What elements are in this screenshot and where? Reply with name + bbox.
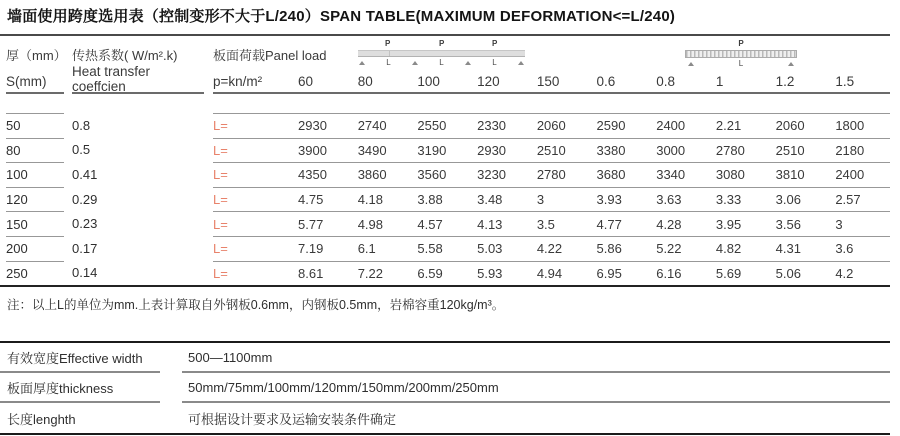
l-equals-label: L= <box>213 142 228 158</box>
span-values <box>293 217 890 232</box>
span-values <box>293 241 890 256</box>
l-equals-label: L= <box>213 216 228 232</box>
span-l-label: L <box>738 59 744 68</box>
span-table-header <box>6 36 890 94</box>
l-equals-label: L= <box>213 265 228 281</box>
span-value: 2400 <box>835 167 865 183</box>
load-column-header: 60 <box>298 74 314 89</box>
span-value: 3000 <box>656 142 686 158</box>
span-value: 3190 <box>417 142 447 158</box>
spec-row <box>0 343 890 373</box>
point-load-p-label: P <box>738 39 744 48</box>
span-value: 4.2 <box>835 265 854 281</box>
spec-gap <box>160 343 182 373</box>
span-value: 4.98 <box>357 216 384 232</box>
load-column-headers <box>293 74 890 89</box>
span-value: 2330 <box>477 118 507 134</box>
span-table <box>0 34 890 287</box>
span-value: 3 <box>536 192 545 208</box>
span-l-label: L <box>439 58 444 67</box>
span-table-row <box>6 261 890 286</box>
load-columns-row <box>213 74 890 89</box>
span-value: 7.22 <box>357 265 384 281</box>
span-value: 4.18 <box>357 192 384 208</box>
span-values-strip <box>213 211 890 236</box>
span-value: 5.77 <box>298 216 324 232</box>
span-value: 3490 <box>357 142 387 158</box>
span-values <box>293 143 890 158</box>
point-load-p-label: P <box>439 39 445 48</box>
span-value: 2930 <box>477 142 507 158</box>
spec-gap <box>160 373 182 403</box>
span-value: 3080 <box>715 167 745 183</box>
span-value: 3.95 <box>715 216 742 232</box>
span-value: 6.59 <box>417 265 443 281</box>
span-value: 2550 <box>417 118 447 134</box>
thickness-cell: 80 <box>6 138 64 163</box>
span-value: 5.03 <box>477 241 503 257</box>
span-value: 2740 <box>357 118 387 134</box>
spec-row <box>0 403 890 433</box>
span-value: 4.57 <box>417 216 443 232</box>
span-value: 2780 <box>536 167 566 183</box>
span-value: 5.69 <box>715 265 742 281</box>
thickness-header-cn: 厚（mm） <box>6 48 67 63</box>
spec-value: 50mm/75mm/100mm/120mm/150mm/200mm/250mm <box>182 373 890 403</box>
span-values-strip <box>213 162 890 187</box>
support-triangle-icon <box>412 61 418 65</box>
span-values-strip <box>213 113 890 138</box>
span-values-strip <box>213 138 890 163</box>
span-value: 3340 <box>656 167 686 183</box>
span-value: 4.77 <box>596 216 622 232</box>
page-title: 墙面使用跨度选用表（控制变形不大于L/240）SPAN TABLE(MAXIMUM DEFORMATION<=L/240) <box>7 8 676 25</box>
span-value: 6.16 <box>656 265 682 281</box>
span-value: 3380 <box>596 142 626 158</box>
coefficient-header-en: Heat transfer coeffcien <box>72 64 151 94</box>
span-value: 3.5 <box>536 216 555 232</box>
span-value: 3.63 <box>656 192 682 208</box>
span-value: 4.22 <box>536 241 563 257</box>
span-value: 2510 <box>775 142 805 158</box>
span-l-label: L <box>386 58 391 67</box>
load-column-header: 1 <box>715 74 724 89</box>
coefficient-cell: 0.23 <box>72 216 98 232</box>
footnote: 注：以上L的单位为mm.上表计算取自外钢板0.6mm，内钢板0.5mm，岩棉容重120kg/m³。 <box>7 298 505 313</box>
point-load-p-label: P <box>492 39 498 48</box>
spec-row <box>0 373 890 403</box>
span-value: 1800 <box>835 118 865 134</box>
span-value: 4.75 <box>298 192 324 208</box>
support-triangle-icon <box>788 62 794 66</box>
span-value: 3560 <box>417 167 447 183</box>
span-value: 4350 <box>298 167 327 183</box>
spec-gap <box>160 403 182 433</box>
span-value: 8.61 <box>298 265 324 281</box>
span-value: 3.33 <box>715 192 742 208</box>
span-l-label: L <box>492 58 497 67</box>
span-value: 3.88 <box>417 192 443 208</box>
load-column-header: 1.2 <box>775 74 795 89</box>
span-value: 3810 <box>775 167 805 183</box>
coefficient-cell: 0.29 <box>72 191 98 207</box>
spec-label: 长度lenghth <box>7 411 76 427</box>
span-value: 2590 <box>596 118 626 134</box>
spec-table <box>0 341 890 435</box>
span-value: 3230 <box>477 167 507 183</box>
beam-supports <box>688 60 794 68</box>
coefficient-cell: 0.41 <box>72 166 98 182</box>
span-value: 4.82 <box>715 241 742 257</box>
load-column-header: 0.8 <box>656 74 675 89</box>
coefficient-cell: 0.8 <box>72 117 91 133</box>
thickness-cell: 100 <box>6 162 64 187</box>
span-value: 2930 <box>298 118 327 134</box>
support-triangle-icon <box>688 62 694 66</box>
spec-value: 可根据设计要求及运输安装条件确定 <box>188 411 397 427</box>
span-value: 2060 <box>536 118 566 134</box>
span-value: 3.6 <box>835 241 854 257</box>
span-values-strip <box>213 261 890 286</box>
thickness-cell: 150 <box>6 211 64 236</box>
span-values <box>293 266 890 281</box>
span-value: 3860 <box>357 167 387 183</box>
l-equals-label: L= <box>213 241 228 257</box>
span-value: 5.93 <box>477 265 503 281</box>
span-table-row <box>6 187 890 212</box>
coefficient-cell: 0.5 <box>72 142 91 158</box>
span-value: 5.06 <box>775 265 801 281</box>
support-triangle-icon <box>518 61 524 65</box>
single-span-load-diagram-icon <box>685 40 797 67</box>
load-column-header: 1.5 <box>835 74 855 89</box>
span-value: 5.58 <box>417 241 443 257</box>
span-values <box>293 167 890 182</box>
span-value: 2.57 <box>835 192 861 208</box>
span-value: 3.93 <box>596 192 622 208</box>
beam-bar-hatched <box>685 50 797 58</box>
span-value: 3 <box>835 216 843 232</box>
spec-label: 有效宽度Effective width <box>0 343 160 373</box>
span-value: 6.1 <box>357 241 376 257</box>
spec-label: 板面厚度thickness <box>0 373 160 403</box>
span-value: 3.56 <box>775 216 801 232</box>
panel-load-header-cn: 板面荷载Panel load <box>213 48 327 63</box>
spec-rows <box>0 343 890 433</box>
load-column-header: 80 <box>357 74 373 89</box>
span-values-strip <box>213 187 890 212</box>
panel-load-header-cell <box>213 36 890 94</box>
thickness-cell: 120 <box>6 187 64 212</box>
continuous-span-load-diagram-icon <box>358 41 525 67</box>
load-column-header: 120 <box>477 74 500 89</box>
thickness-cell: 50 <box>6 113 64 138</box>
panel-load-unit-label: p=kn/m² <box>213 74 263 89</box>
beam-supports <box>359 59 524 67</box>
span-value: 5.86 <box>596 241 622 257</box>
span-value: 3.48 <box>477 192 503 208</box>
support-triangle-icon <box>465 61 471 65</box>
span-value: 2510 <box>536 142 566 158</box>
span-table-row <box>6 236 890 261</box>
span-value: 3900 <box>298 142 327 158</box>
l-equals-label: L= <box>213 118 228 134</box>
load-column-header: 0.6 <box>596 74 616 89</box>
span-table-row <box>6 162 890 187</box>
span-value: 4.28 <box>656 216 682 232</box>
load-column-header: 100 <box>417 74 440 89</box>
l-equals-label: L= <box>213 192 228 208</box>
thickness-cell: 250 <box>6 261 64 286</box>
point-load-p-label: P <box>385 39 391 48</box>
coefficient-header-cell <box>72 36 204 94</box>
span-table-row <box>6 113 890 138</box>
span-value: 4.13 <box>477 216 503 232</box>
span-table-body <box>6 94 890 285</box>
coefficient-cell: 0.17 <box>72 240 98 256</box>
span-values <box>293 192 890 207</box>
span-value: 2180 <box>835 142 865 158</box>
spec-value: 500—1100mm <box>182 343 890 373</box>
span-value: 6.95 <box>596 265 622 281</box>
support-triangle-icon <box>359 61 365 65</box>
coefficient-cell: 0.14 <box>72 265 98 281</box>
thickness-header-cell <box>6 36 67 94</box>
load-column-header: 150 <box>536 74 560 89</box>
span-value: 4.31 <box>775 241 801 257</box>
span-value: 2780 <box>715 142 745 158</box>
span-value: 3680 <box>596 167 626 183</box>
span-values-strip <box>213 236 890 261</box>
span-value: 4.94 <box>536 265 563 281</box>
thickness-cell: 200 <box>6 236 64 261</box>
span-value: 2.21 <box>715 118 742 134</box>
span-value: 7.19 <box>298 241 324 257</box>
coefficient-header-cn: 传热系数( W/m².k) <box>72 48 178 63</box>
l-equals-label: L= <box>213 167 228 183</box>
span-value: 5.22 <box>656 241 682 257</box>
span-table-row <box>6 138 890 163</box>
thickness-header-en: S(mm) <box>6 74 47 89</box>
span-value: 2400 <box>656 118 686 134</box>
span-value: 2060 <box>775 118 805 134</box>
beam-bar <box>358 50 525 57</box>
span-value: 3.06 <box>775 192 801 208</box>
span-table-row <box>6 211 890 236</box>
span-values <box>293 118 890 133</box>
